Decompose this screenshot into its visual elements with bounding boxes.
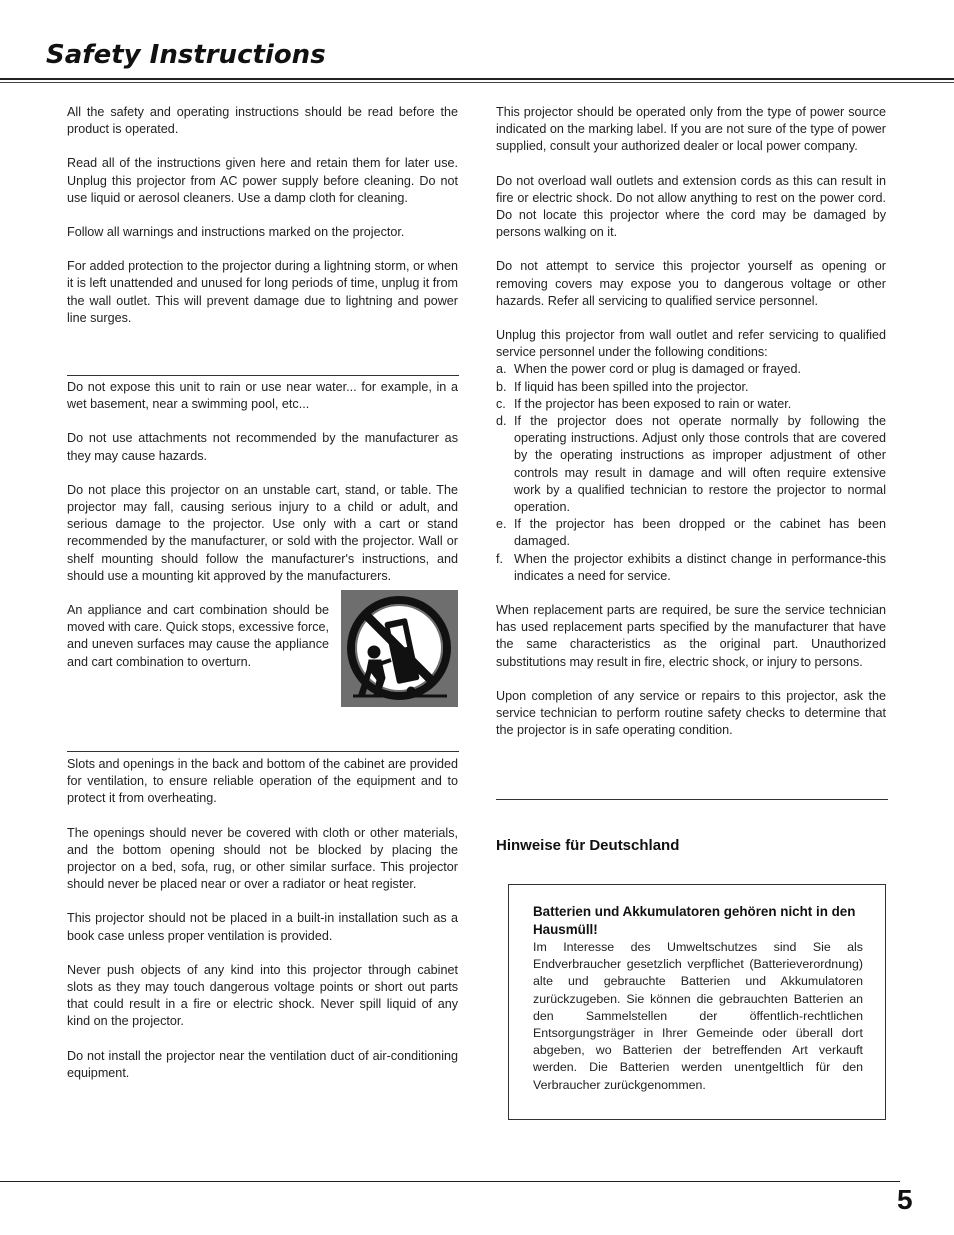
section-divider: [67, 751, 459, 752]
header-rule-thin: [0, 82, 954, 83]
paragraph: Do not attempt to service this projector yourself as opening or removing covers may expose you to dangerous voltage or other hazards. Refer all servicing to qualified service personnel.: [496, 259, 886, 308]
list-item: f. When the projector exhibits a distinct change in performance-this indicates a need for service.: [496, 551, 886, 583]
paragraph: Do not place this projector on an unstable cart, stand, or table. The projector may fall, causing serious injury to a child or adult, and serious damage to the projector. Use only with a cart or stand recommended by the manufacturer, or sold with the projector. Wall or shelf mounting should follow the manufacturer's instructions, and should use a mounting kit approved by the manufacturers.: [67, 482, 458, 583]
list-item: d. If the projector does not operate normally by following the operating instructions. Adjust only those controls that are covered by the operating instructions as improper adjustment of other controls may result in damage and will often require extensive work by a qualified technician to restore the projector to normal operation.: [496, 414, 886, 515]
section-divider: [67, 375, 459, 376]
paragraph: When replacement parts are required, be sure the service technician has used replacement parts specified by the manufacturer that have the same characteristics as the original part. Unauthorized substitutions may result in fire, electric shock, or injury to persons.: [496, 603, 886, 669]
paragraph: Read all of the instructions given here and retain them for later use. Unplug this projector from AC power supply before cleaning. Do not use liquid or aerosol cleaners. Use a damp cloth for cleaning.: [67, 156, 458, 205]
footer-rule: [0, 1181, 900, 1182]
no-cart-tipover-icon: [341, 590, 458, 707]
page-number: 5: [897, 1184, 913, 1215]
unplug-intro: Unplug this projector from wall outlet and refer servicing to qualified service personnel under the following conditions:: [496, 328, 886, 360]
paragraph: Do not expose this unit to rain or use near water... for example, in a wet basement, near a swimming pool, etc...: [67, 380, 458, 412]
paragraph: Slots and openings in the back and bottom of the cabinet are provided for ventilation, to ensure reliable operation of the equipment and to protect it from overheating.: [67, 757, 458, 806]
header-rule: [0, 78, 954, 80]
battery-notice-text: Im Interesse des Umweltschutzes sind Sie als Endverbraucher gesetzlich verpflichet (Batterieverordnung) alte und gebrauchte Batterien und Akkumulatoren zurückzugeben. Sie können die gebrauchten Batterien an den Sammelstellen der öffentlich-rechtlichen Entsorgungsträger in Ihrer Gemeinde oder überall dort abgeben, wo Batterien der betreffenden Art verkauft werden. Die Batterien werden unentgeltlich für den Verbraucher zurückgenommen.: [533, 940, 863, 1092]
paragraph: Upon completion of any service or repairs to this projector, ask the service technician to perform routine safety checks to determine that the projector is in safe operating condition.: [496, 688, 886, 738]
list-item: e. If the projector has been dropped or the cabinet has been damaged.: [496, 517, 886, 549]
left-section-general: [67, 104, 458, 344]
list-item: c. If the projector has been exposed to rain or water.: [496, 396, 792, 411]
left-section-ventilation: [67, 756, 458, 1099]
list-item: a. When the power cord or plug is damaged or frayed.: [496, 362, 802, 377]
list-item: b. If liquid has been spilled into the projector.: [496, 379, 749, 394]
german-heading: Hinweise für Deutschland: [496, 837, 680, 854]
paragraph: Follow all warnings and instructions marked on the projector.: [67, 225, 405, 240]
battery-notice-title: Batterien und Akkumulatoren gehören nicht in den Hausmüll!: [533, 904, 856, 937]
paragraph: All the safety and operating instructions should be read before the product is operated.: [67, 105, 458, 137]
paragraph: This projector should be operated only from the type of power source indicated on the marking label. If you are not sure of the type of power supplied, consult your authorized dealer or local power company.: [496, 105, 886, 154]
paragraph: For added protection to the projector during a lightning storm, or when it is left unattended and unused for long periods of time, unplug it from the wall outlet. This will prevent damage due to lightning and power line surges.: [67, 259, 458, 325]
cart-warning-text: An appliance and cart combination should be moved with care. Quick stops, excessive force, and uneven surfaces may cause the appliance and cart combination to overturn.: [67, 603, 329, 669]
paragraph: Do not use attachments not recommended by the manufacturer as they may cause hazards.: [67, 431, 458, 463]
section-divider: [496, 799, 888, 800]
paragraph: The openings should never be covered with cloth or other materials, and the bottom opening should not be blocked by placing the projector on a bed, sofa, rug, or other similar surface. This projector should never be placed near or over a radiator or heat register.: [67, 825, 458, 892]
service-conditions-list: [496, 361, 886, 585]
page-title: Safety Instructions: [46, 40, 326, 70]
right-section-power: [496, 104, 886, 757]
battery-notice-box: [508, 884, 886, 1120]
paragraph: This projector should not be placed in a built-in installation such as a book case unless proper ventilation is provided.: [67, 911, 458, 943]
left-section-placement: [67, 379, 458, 707]
paragraph: Never push objects of any kind into this projector through cabinet slots as they may touch dangerous voltage points or short out parts that could result in a fire or electric shock. Never spill liquid of any kind on the projector.: [67, 962, 458, 1029]
paragraph: Do not install the projector near the ventilation duct of air-conditioning equipment.: [67, 1048, 458, 1080]
paragraph: Do not overload wall outlets and extension cords as this can result in fire or electric shock. Do not allow anything to rest on the power cord. Do not locate this projector where the cord may be damaged by persons walking on it.: [496, 173, 886, 240]
cart-warning: [67, 602, 458, 707]
